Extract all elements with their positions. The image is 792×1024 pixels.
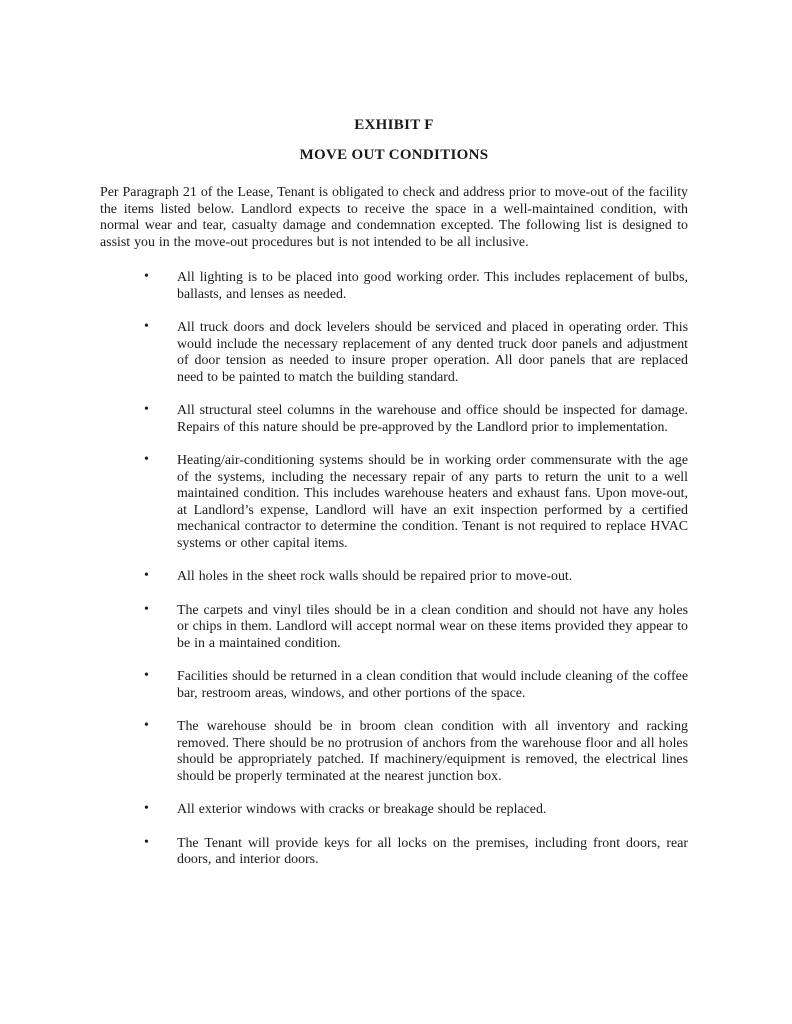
heading-block — [100, 117, 688, 164]
bullet-icon: • — [144, 601, 149, 617]
bullet-list — [100, 270, 688, 869]
list-item — [100, 836, 688, 869]
intro-paragraph: Per Paragraph 21 of the Lease, Tenant is obligated to check and address prior to move-out of the facility the items listed below. Landlord expects to receive the space in a well-maintained condition, with normal wear and tear, casualty damage and condemnation excepted. The following list is designed to assist you in the move-out procedures but is not intended to be all inclusive. — [100, 185, 688, 250]
list-item — [100, 669, 688, 702]
bullet-icon: • — [144, 801, 149, 816]
bullet-text: The carpets and vinyl tiles should be in a clean condition and should not have any holes or chips in them. Landlord will accept normal wear on these items provided they appear to be in a maintained condition. — [177, 602, 688, 651]
document-content — [100, 0, 688, 869]
bullet-icon: • — [144, 402, 149, 417]
list-item — [100, 802, 688, 819]
bullet-icon: • — [144, 269, 149, 284]
bullet-icon: • — [144, 568, 149, 583]
bullet-text: The Tenant will provide keys for all locks on the premises, including front doors, rear doors, and interior doors. — [177, 835, 688, 867]
list-item — [100, 603, 688, 653]
bullet-text: All truck doors and dock levelers should be serviced and placed in operating order. This would include the necessary replacement of any dented truck door panels and adjustment of door tension as needed to insure proper operation. All door panels that are replaced need to be painted to match the building standard. — [177, 320, 688, 385]
bullet-text: All holes in the sheet rock walls should be repaired prior to move-out. — [177, 569, 573, 584]
bullet-icon: • — [144, 452, 149, 467]
bullet-text: All structural steel columns in the warehouse and office should be inspected for damage. Repairs of this nature should be pre-approved by the Landlord prior to implementation. — [177, 403, 688, 435]
bullet-text: All lighting is to be placed into good working order. This includes replacement of bulbs, ballasts, and lenses as needed. — [177, 270, 688, 302]
list-item — [100, 719, 688, 785]
list-item — [100, 320, 688, 386]
list-item — [100, 569, 688, 586]
list-item — [100, 453, 688, 552]
bullet-text: The warehouse should be in broom clean condition with all inventory and racking removed. There should be no protrusion of anchors from the warehouse floor and all holes should be appropriately patched. If machinery/equipment is removed, the electrical lines should be properly terminated at the nearest junction box. — [177, 719, 688, 784]
bullet-icon: • — [144, 668, 149, 683]
bullet-icon: • — [144, 834, 149, 850]
list-item — [100, 270, 688, 303]
bullet-text: All exterior windows with cracks or breakage should be replaced. — [177, 802, 547, 817]
list-item — [100, 403, 688, 436]
bullet-text: Heating/air-conditioning systems should be in working order commensurate with the age of the systems, including the necessary repair of any parts to return the unit to a well maintained condition. This includes warehouse heaters and exhaust fans. Upon move-out, at Landlord’s expense, Landlord will have an exit inspection performed by a certified mechanical contractor to determine the condition. Tenant is not required to replace HVAC systems or other capital items. — [177, 453, 688, 551]
bullet-text: Facilities should be returned in a clean condition that would include cleaning of the coffee bar, restroom areas, windows, and other portions of the space. — [177, 669, 688, 701]
bullet-icon: • — [144, 718, 149, 733]
page-subtitle: MOVE OUT CONDITIONS — [299, 147, 489, 163]
bullet-icon: • — [144, 319, 149, 334]
page-title: EXHIBIT F — [354, 117, 434, 133]
